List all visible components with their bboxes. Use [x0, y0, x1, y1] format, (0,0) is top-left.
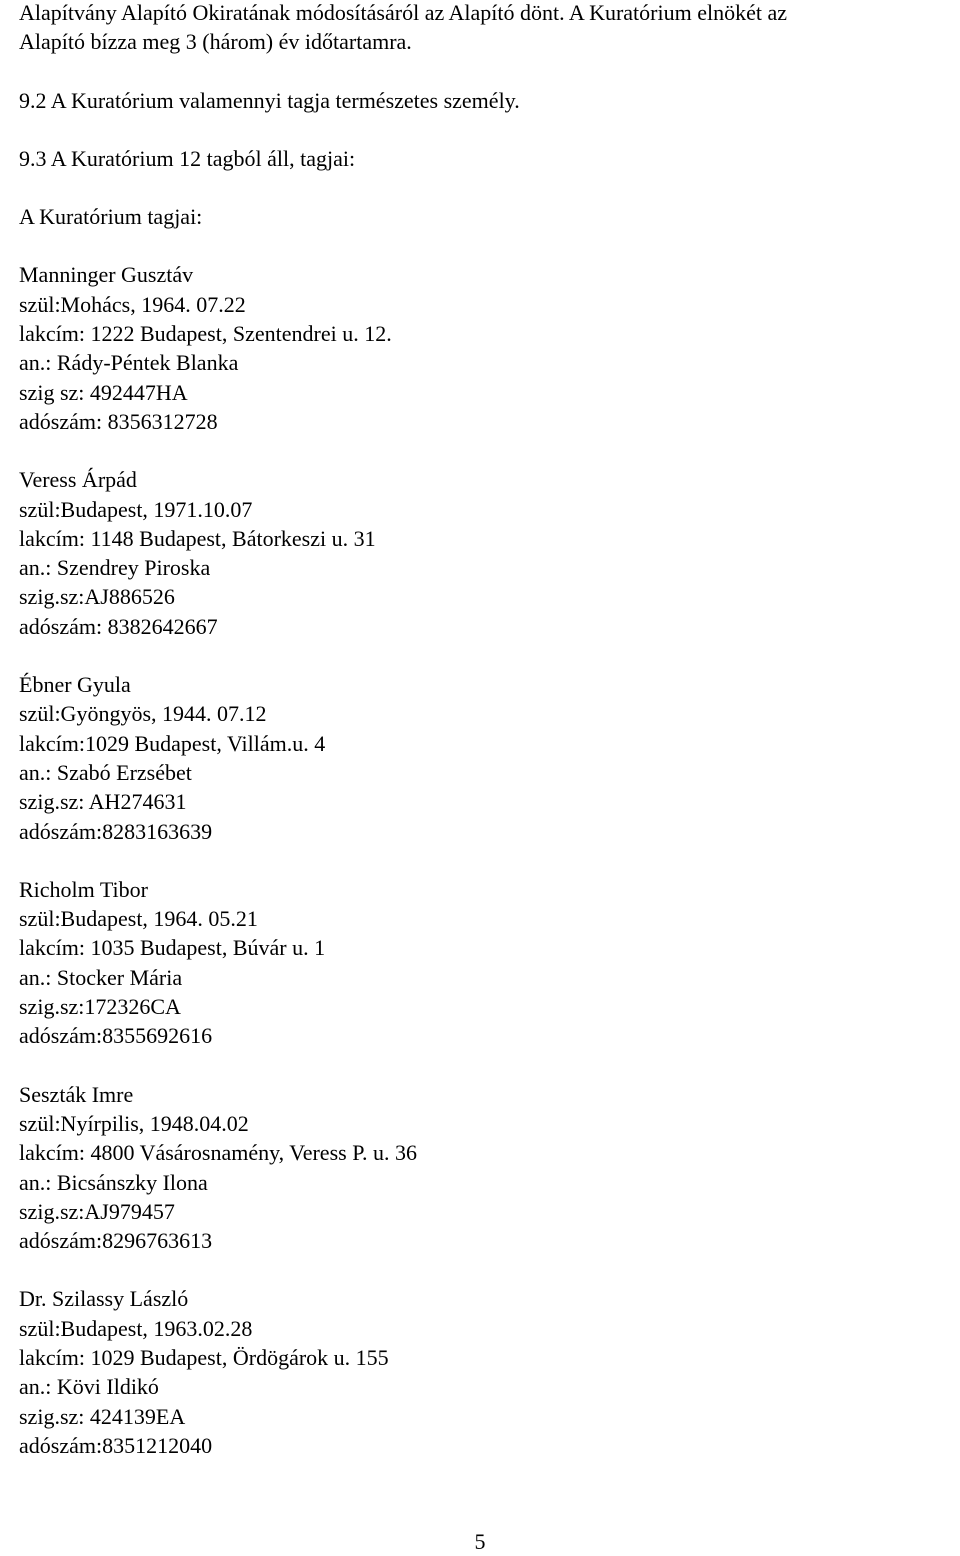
member-mother-name: an.: Stocker Mária: [19, 964, 183, 990]
section-9-3: 9.3 A Kuratórium 12 tagból áll, tagjai:: [19, 145, 356, 171]
member-address: lakcím: 1222 Budapest, Szentendrei u. 12.: [19, 321, 392, 347]
member-mother-name: an.: Bicsánszky Ilona: [19, 1169, 208, 1195]
member-id-card: szig.sz:172326CA: [19, 994, 181, 1020]
member-birth: szül:Budapest, 1963.02.28: [19, 1315, 253, 1341]
member-tax-id: adószám: 8382642667: [19, 613, 218, 639]
member-id-card: szig.sz: AH274631: [19, 789, 187, 815]
members-heading: A Kuratórium tagjai:: [19, 204, 203, 230]
member-entry: [19, 1284, 960, 1460]
member-tax-id: adószám:8283163639: [19, 818, 213, 844]
member-mother-name: an.: Szendrey Piroska: [19, 555, 211, 581]
member-name: Richolm Tibor: [19, 876, 148, 902]
member-id-card: szig.sz:AJ979457: [19, 1198, 175, 1224]
member-address: lakcím: 4800 Vásárosnamény, Veress P. u. 36: [19, 1140, 417, 1166]
member-address: lakcím: 1029 Budapest, Ördögárok u. 155: [19, 1344, 389, 1370]
member-birth: szül:Gyöngyös, 1944. 07.12: [19, 701, 267, 727]
member-name: Ébner Gyula: [19, 672, 131, 698]
member-entry: [19, 670, 960, 846]
member-tax-id: adószám: 8356312728: [19, 408, 218, 434]
member-id-card: szig sz: 492447HA: [19, 379, 188, 405]
member-birth: szül:Nyírpilis, 1948.04.02: [19, 1110, 249, 1136]
member-mother-name: an.: Rády-Péntek Blanka: [19, 350, 239, 376]
member-entry: [19, 465, 960, 641]
member-id-card: szig.sz:AJ886526: [19, 584, 175, 610]
intro-line-2: Alapító bízza meg 3 (három) év időtartamra.: [19, 29, 412, 55]
member-name: Dr. Szilassy László: [19, 1286, 189, 1312]
member-tax-id: adószám:8296763613: [19, 1228, 213, 1254]
member-mother-name: an.: Szabó Erzsébet: [19, 759, 192, 785]
member-name: Seszták Imre: [19, 1081, 134, 1107]
member-address: lakcím: 1035 Budapest, Búvár u. 1: [19, 935, 326, 961]
member-birth: szül:Mohács, 1964. 07.22: [19, 291, 246, 317]
member-address: lakcím:1029 Budapest, Villám.u. 4: [19, 730, 326, 756]
document-page: [19, 0, 960, 1460]
member-id-card: szig.sz: 424139EA: [19, 1403, 186, 1429]
member-tax-id: adószám:8351212040: [19, 1432, 213, 1458]
member-entry: [19, 875, 960, 1051]
section-9-2: 9.2 A Kuratórium valamennyi tagja természetes személy.: [19, 87, 520, 113]
members-list: [19, 260, 960, 1460]
member-entry: [19, 1080, 960, 1256]
member-tax-id: adószám:8355692616: [19, 1023, 213, 1049]
member-name: Manninger Gusztáv: [19, 262, 194, 288]
member-mother-name: an.: Kövi Ildikó: [19, 1374, 159, 1400]
member-name: Veress Árpád: [19, 467, 137, 493]
member-birth: szül:Budapest, 1971.10.07: [19, 496, 253, 522]
member-entry: [19, 260, 960, 436]
intro-paragraph: [19, 0, 960, 57]
member-address: lakcím: 1148 Budapest, Bátorkeszi u. 31: [19, 525, 376, 551]
member-birth: szül:Budapest, 1964. 05.21: [19, 906, 258, 932]
intro-line-1: Alapítvány Alapító Okiratának módosításáról az Alapító dönt. A Kuratórium elnökét az: [19, 0, 787, 25]
page-number: 5: [474, 1529, 486, 1554]
